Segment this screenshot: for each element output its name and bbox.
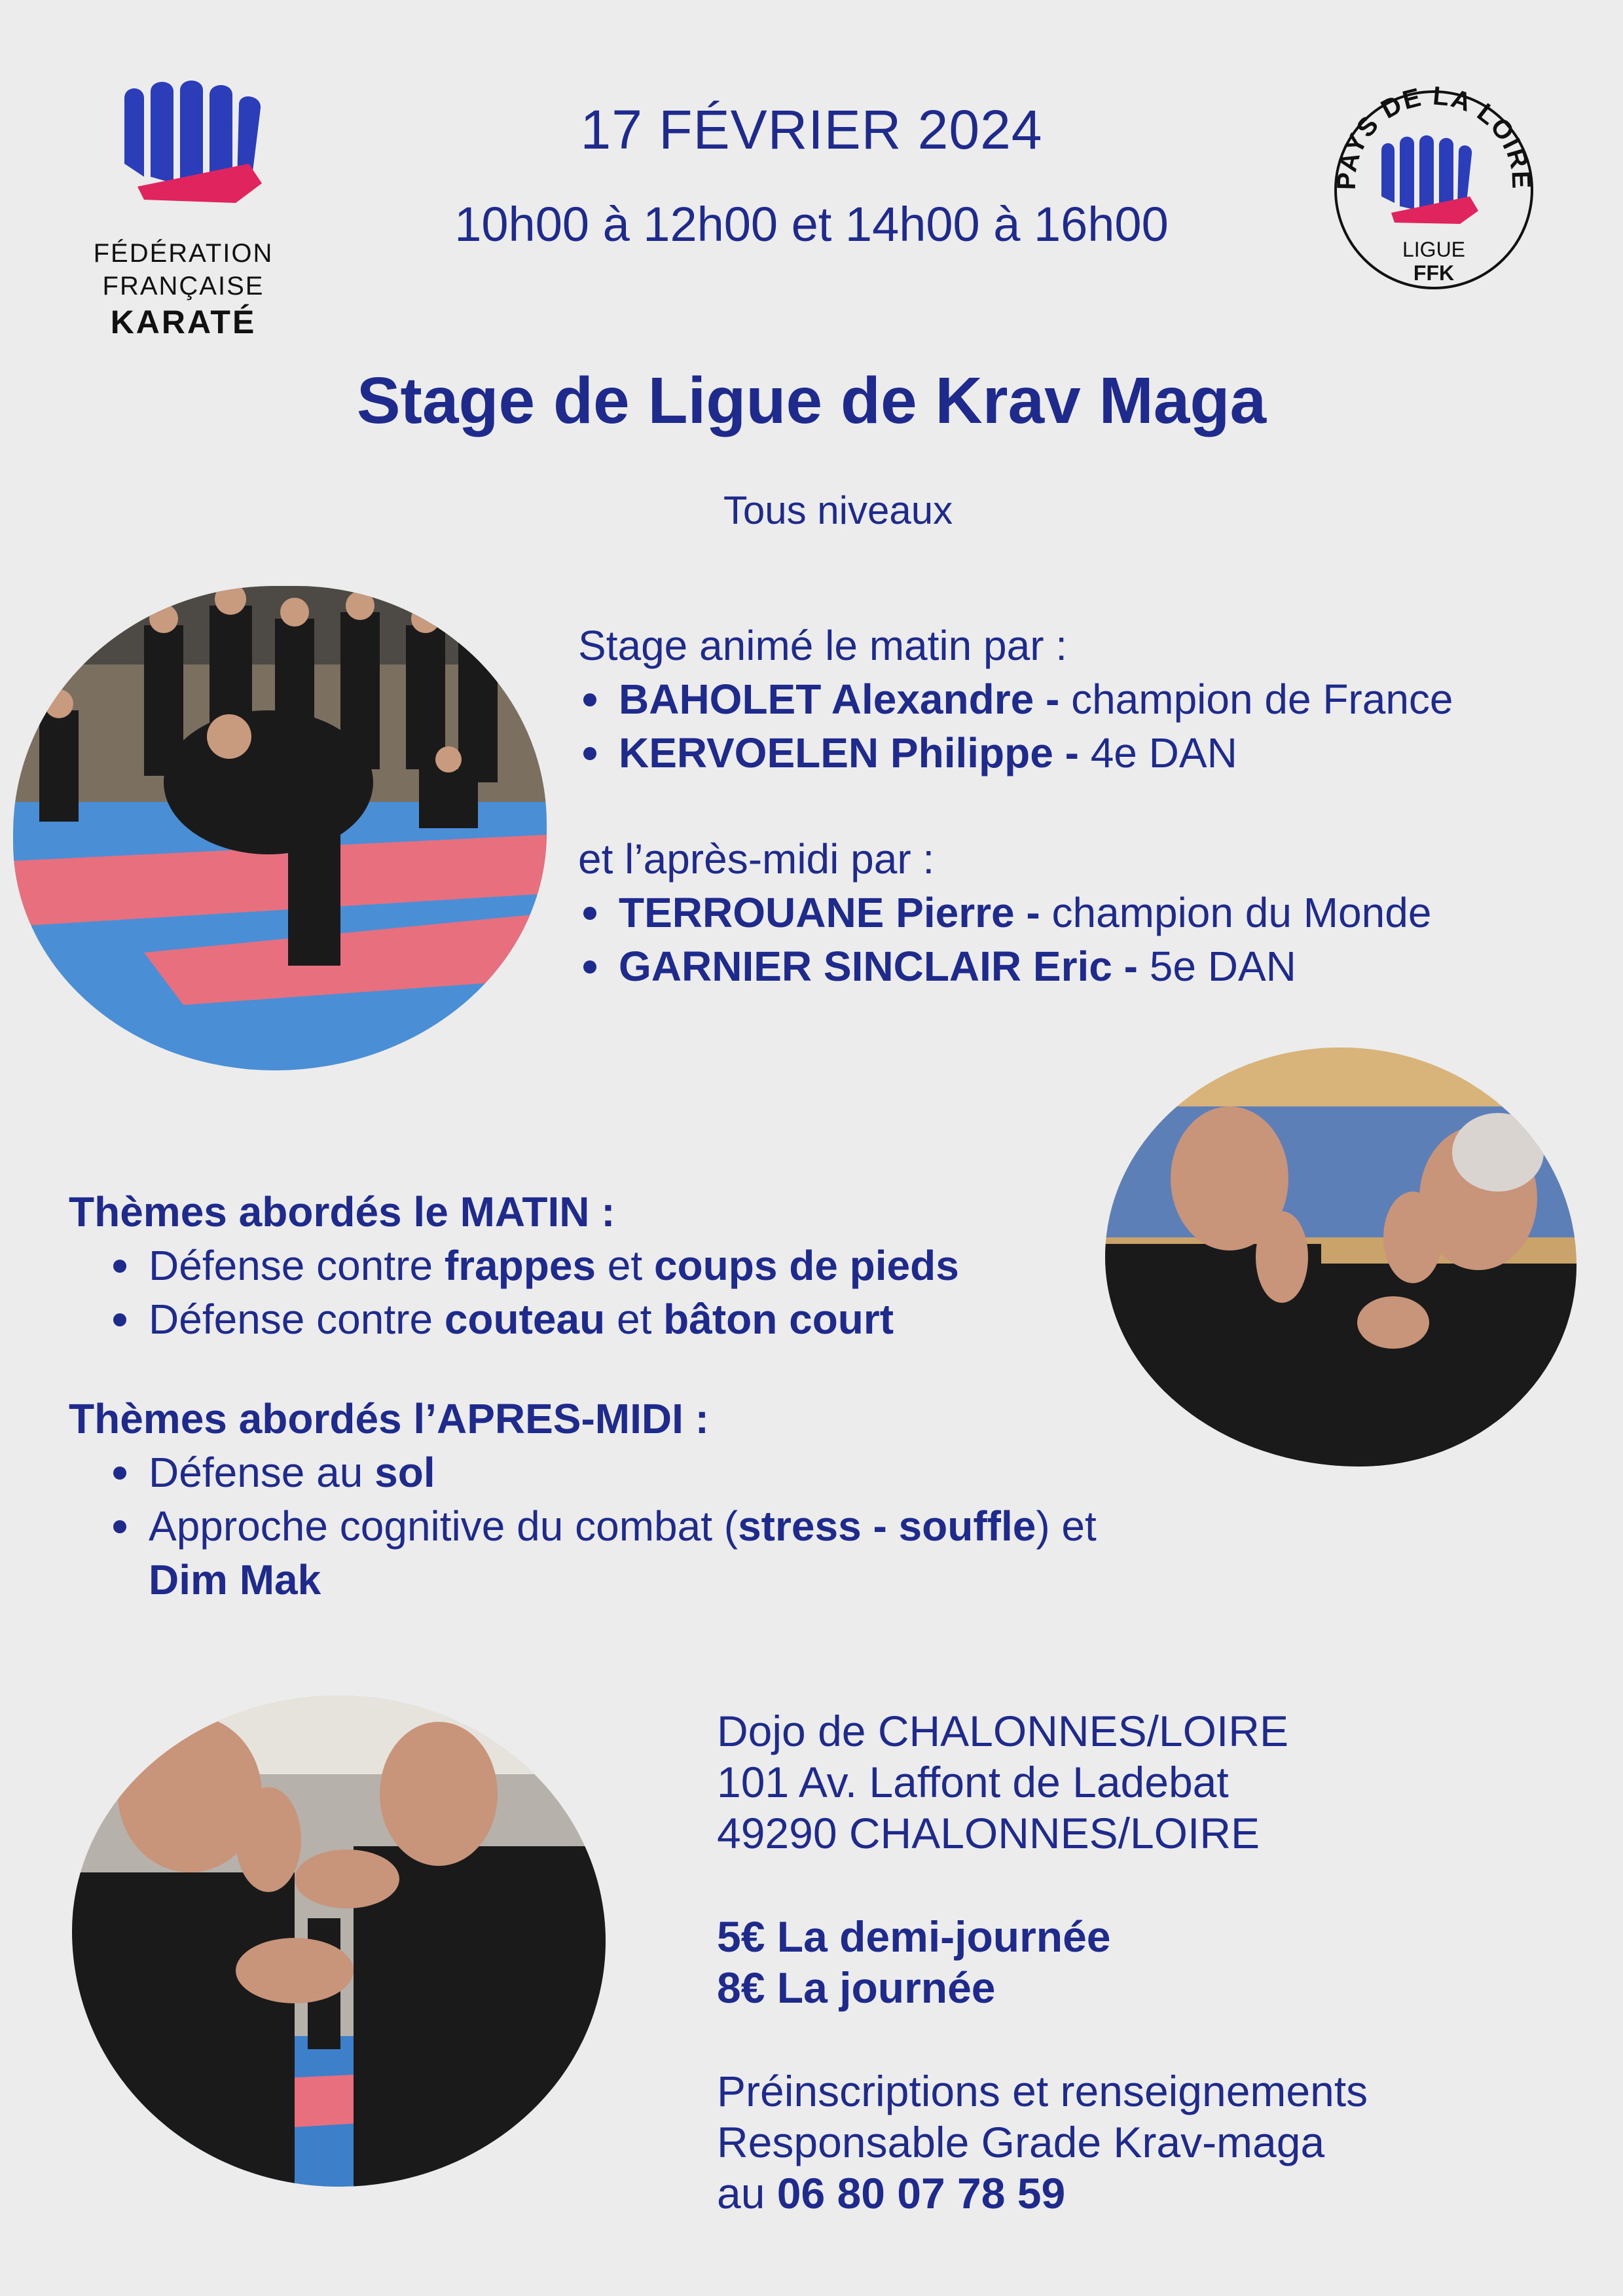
list-item — [578, 726, 1599, 780]
price-half-day: 5€ La demi-journée — [717, 1912, 1111, 1961]
list-item — [578, 939, 1599, 993]
contact-line2: Responsable Grade Krav-maga — [717, 2118, 1325, 2166]
instructor-name: GARNIER SINCLAIR Eric - — [619, 943, 1138, 990]
themes-section — [69, 1185, 1116, 1607]
instructor-name: BAHOLET Alexandre - — [619, 676, 1060, 723]
venue-section — [717, 1705, 1601, 2219]
league-logo-line2: FFK — [1413, 261, 1455, 285]
list-item: Approche cognitive du combat (stress - souffle) et Dim Mak — [108, 1499, 1116, 1607]
ffk-logo-line1: FÉDÉRATION — [93, 239, 274, 268]
venue-line1: Dojo de CHALONNES/LOIRE — [717, 1707, 1288, 1755]
morning-instructor-list — [578, 672, 1599, 780]
contact-prefix: au — [717, 2169, 777, 2217]
instructor-name: TERROUANE Pierre - — [619, 889, 1040, 936]
afternoon-instructor-list — [578, 886, 1599, 993]
list-item: Défense contre couteau et bâton court — [108, 1292, 1116, 1346]
morning-themes-list — [108, 1239, 1116, 1346]
phone-number[interactable]: 06 80 07 78 59 — [776, 2169, 1066, 2217]
list-item — [578, 672, 1599, 726]
morning-themes-heading: Thèmes abordés le MATIN : — [69, 1188, 615, 1235]
afternoon-themes-heading: Thèmes abordés l’APRES-MIDI : — [69, 1395, 709, 1442]
league-arc-text: PAYS DE LA LOIRE — [1332, 81, 1536, 191]
photo-elbow-defense — [72, 1696, 606, 2187]
venue-line3: 49290 CHALONNES/LOIRE — [717, 1809, 1260, 1857]
list-item: Défense au sol — [108, 1446, 1116, 1499]
league-logo-line1: LIGUE — [1402, 238, 1466, 261]
ffk-logo-line2: FRANÇAISE — [102, 272, 264, 301]
instructor-detail: 5e DAN — [1137, 943, 1296, 990]
afternoon-themes-list — [108, 1446, 1116, 1607]
price-full-day: 8€ La journée — [717, 1963, 996, 2012]
photo-takedown — [13, 586, 547, 1070]
afternoon-intro: et l’après-midi par : — [578, 835, 935, 883]
instructor-detail: champion de France — [1059, 676, 1453, 723]
venue-line2: 101 Av. Laffont de Ladebat — [717, 1758, 1229, 1806]
morning-intro: Stage animé le matin par : — [578, 622, 1068, 669]
ffk-logo-line3: KARATÉ — [110, 304, 257, 340]
contact-line3 — [717, 2168, 1601, 2219]
instructor-detail: 4e DAN — [1078, 729, 1237, 776]
page-title: Stage de Ligue de Krav Maga — [356, 364, 1267, 437]
instructors-section — [578, 619, 1599, 993]
list-item: Défense contre frappes et coups de pieds — [108, 1239, 1116, 1292]
level-label: Tous niveaux — [723, 488, 953, 532]
event-date: 17 FÉVRIER 2024 — [580, 99, 1043, 160]
contact-line1: Préinscriptions et renseignements — [717, 2067, 1368, 2115]
instructor-name: KERVOELEN Philippe - — [619, 729, 1079, 776]
instructor-detail: champion du Monde — [1040, 889, 1432, 936]
list-item — [578, 886, 1599, 939]
event-hours: 10h00 à 12h00 et 14h00 à 16h00 — [454, 197, 1169, 251]
photo-hand-block — [1105, 1048, 1577, 1467]
